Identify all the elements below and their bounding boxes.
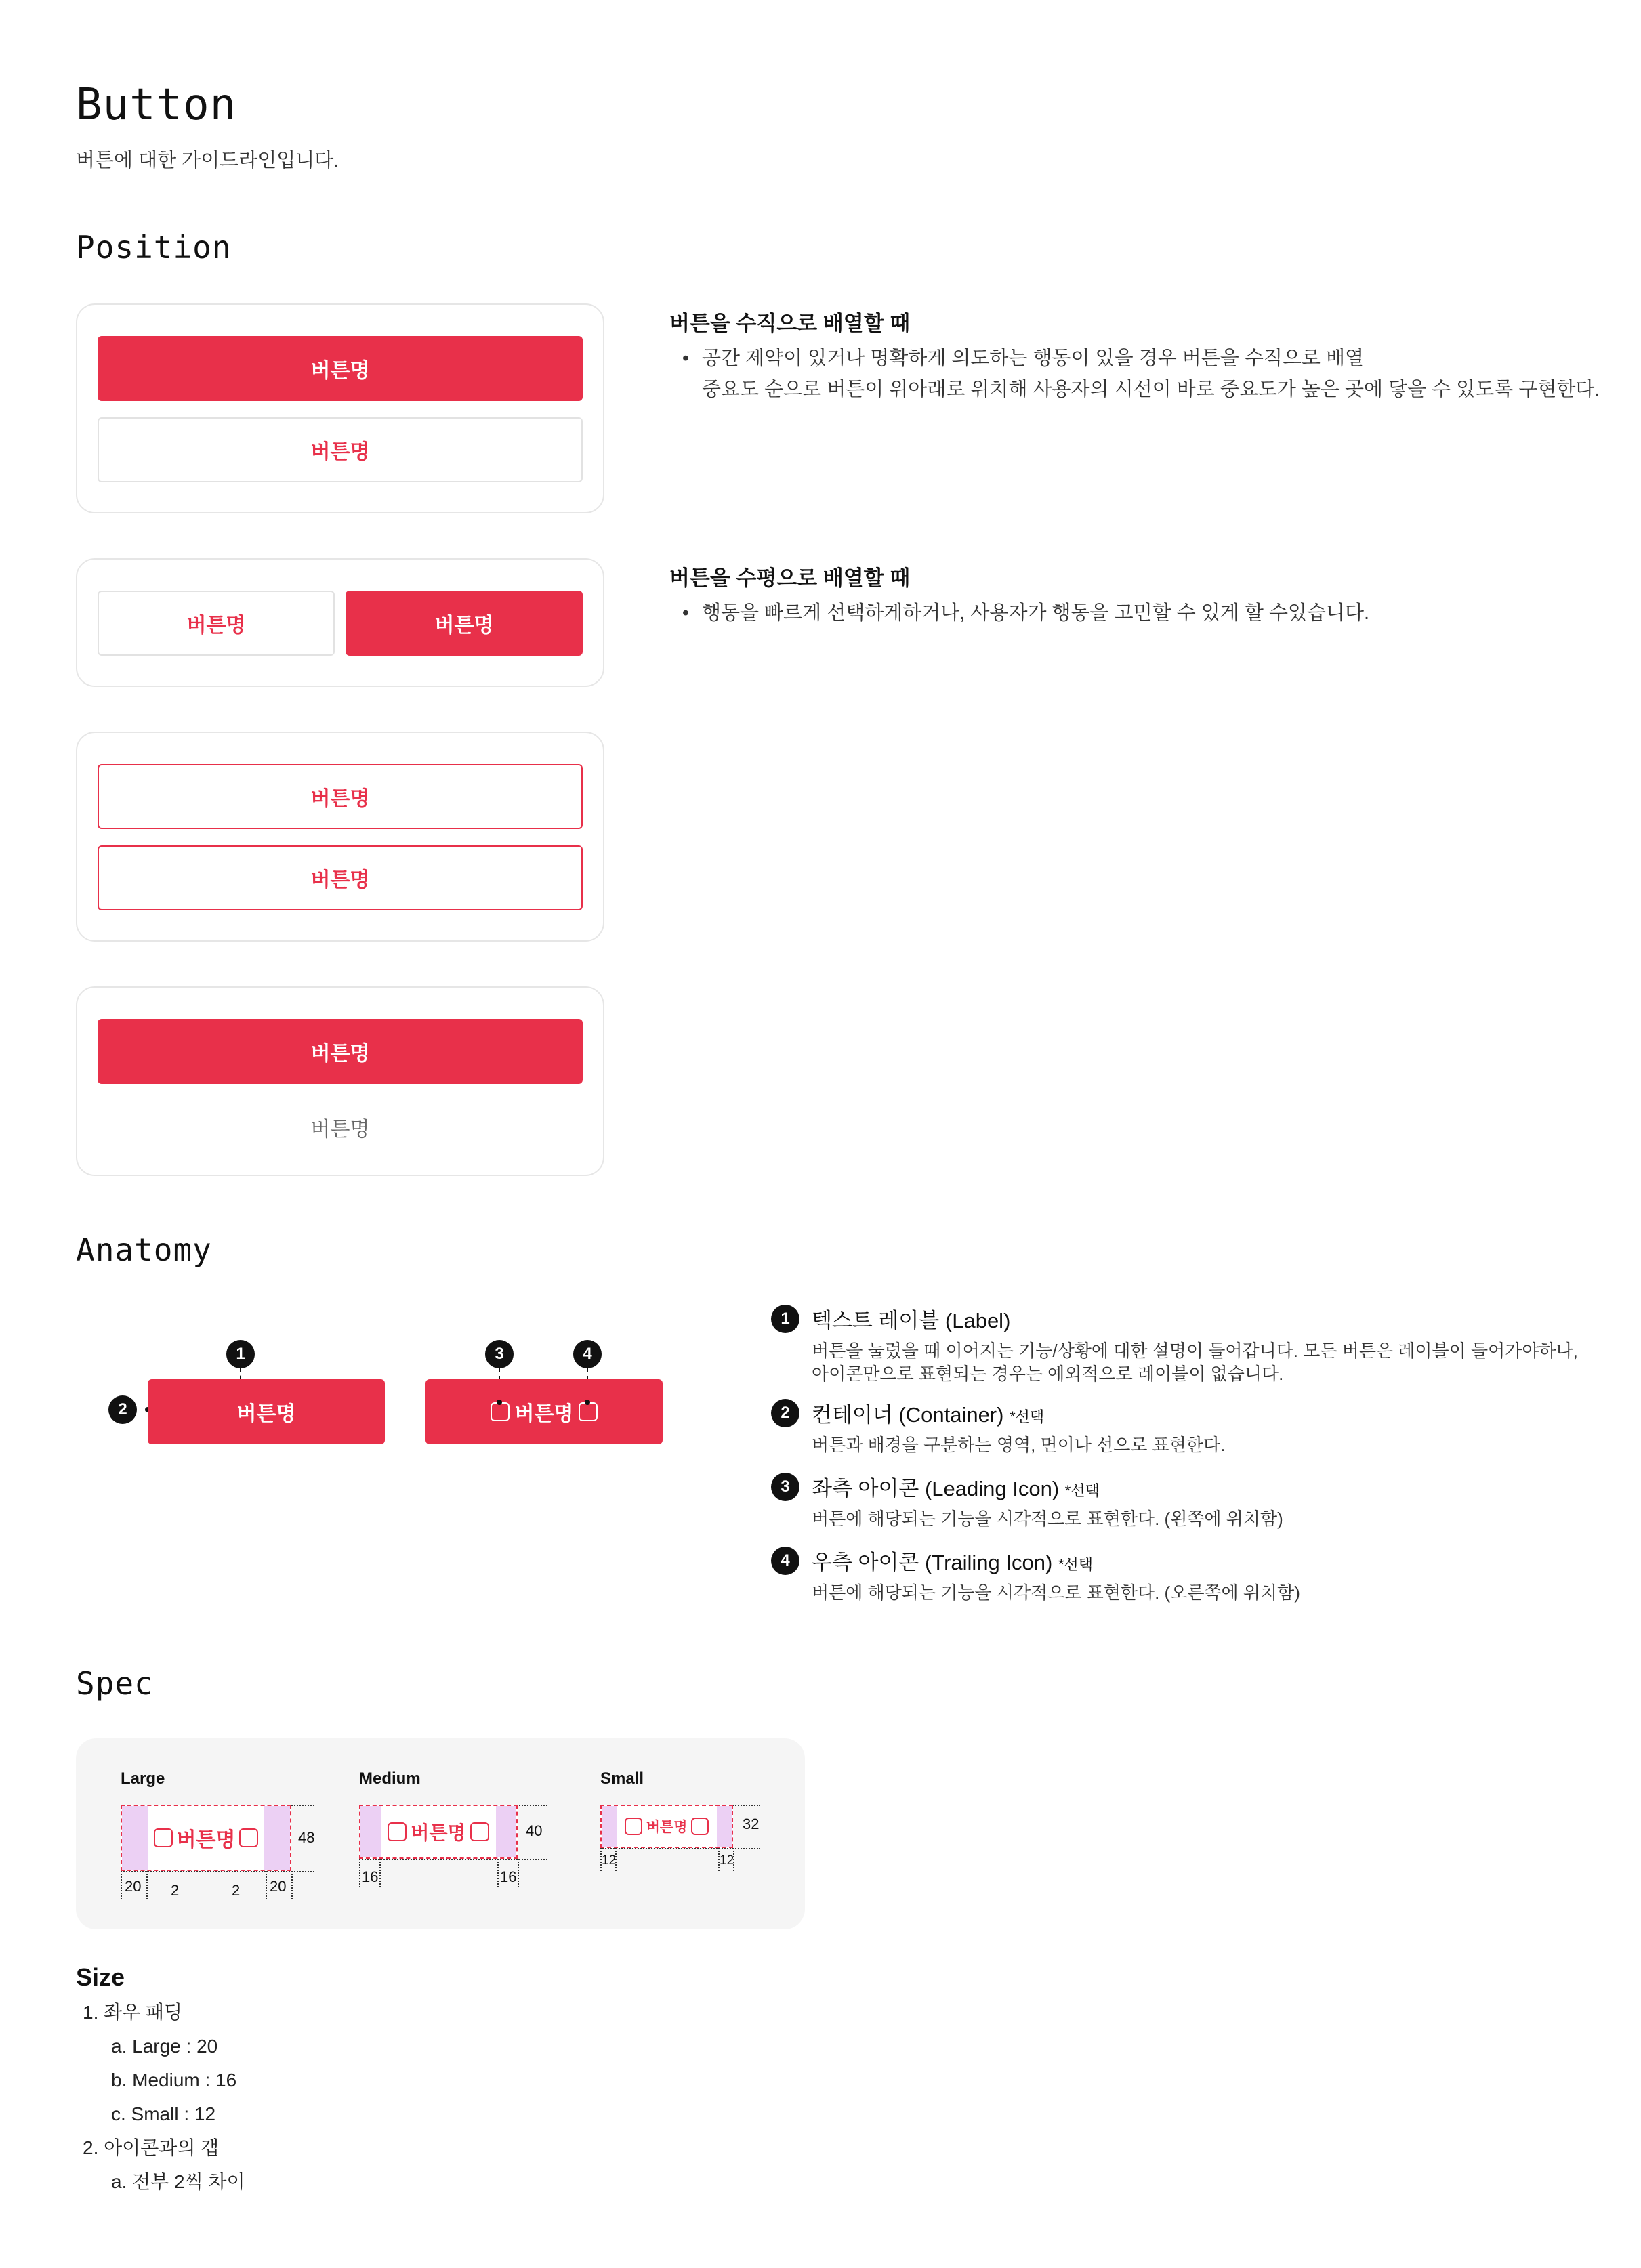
spec-medium-button xyxy=(359,1805,518,1859)
legend-title-text: 우측 아이콘 (Trailing Icon) xyxy=(812,1551,1053,1574)
spec-large-text: 버튼명 xyxy=(176,1829,236,1851)
spec-guide xyxy=(291,1871,293,1899)
anatomy-button-label: 버튼명 xyxy=(514,1403,574,1425)
legend-optional-tag: *선택 xyxy=(1064,1482,1100,1499)
spec-large-pad-right: 20 xyxy=(270,1878,287,1895)
spec-padding-left xyxy=(360,1806,381,1857)
spec-medium-label: Medium xyxy=(359,1769,421,1788)
spec-small-button xyxy=(600,1805,733,1848)
size-list xyxy=(83,1996,245,2199)
vertical-desc-line1: 공간 제약이 있거나 명확하게 의도하는 행동이 있을 경우 버튼을 수직으로 배열 xyxy=(702,348,1365,369)
spec-small-height: 32 xyxy=(743,1815,760,1832)
spec-small-content xyxy=(619,1806,714,1847)
leading-icon xyxy=(491,1402,510,1421)
spec-medium-pad-left: 16 xyxy=(362,1868,379,1885)
spec-padding-left xyxy=(122,1806,148,1870)
anatomy-badge-2: 2 xyxy=(108,1395,137,1424)
horizontal-desc-text: 행동을 빠르게 선택하게하거나, 사용자가 행동을 고민할 수 있게 할 수있습니다. xyxy=(702,602,1370,624)
anatomy-badge-4: 4 xyxy=(573,1340,602,1368)
leading-icon xyxy=(388,1822,407,1841)
size-item: 2. 아이콘과의 갭 xyxy=(83,2137,220,2158)
legend-desc-line1: 버튼과 배경을 구분하는 영역, 면이나 선으로 표현한다. xyxy=(812,1435,1226,1455)
horizontal-desc-bullet: • 행동을 빠르게 선택하게하거나, 사용자가 행동을 고민할 수 있게 할 수있습니다. xyxy=(682,602,1370,624)
trailing-icon xyxy=(470,1822,489,1841)
spec-large-label: Large xyxy=(121,1769,165,1788)
spec-large-gap-left: 2 xyxy=(171,1882,180,1899)
spec-large-pad-left: 20 xyxy=(125,1878,142,1895)
spec-guide xyxy=(518,1859,519,1887)
size-sub-item: a. Large : 20 xyxy=(111,2036,218,2057)
spec-large-button xyxy=(121,1805,291,1871)
spec-large-height: 48 xyxy=(298,1829,315,1846)
spec-padding-right xyxy=(717,1806,732,1847)
spec-guide xyxy=(121,1871,314,1872)
legend-badge: 1 xyxy=(771,1305,799,1333)
trailing-icon xyxy=(691,1818,709,1835)
anatomy-legend-item xyxy=(771,1545,1584,1604)
anatomy-legend-item xyxy=(771,1471,1584,1530)
spec-medium-height: 40 xyxy=(526,1822,543,1839)
size-sub-item: b. Medium : 16 xyxy=(111,2070,237,2091)
anatomy-button-plain[interactable]: 버튼명 xyxy=(148,1379,385,1444)
outline-button[interactable]: 버튼명 xyxy=(98,845,583,910)
primary-button[interactable]: 버튼명 xyxy=(346,591,583,656)
outline-button[interactable]: 버튼명 xyxy=(98,764,583,829)
spec-padding-right xyxy=(496,1806,516,1857)
legend-badge: 4 xyxy=(771,1547,799,1575)
spec-small-pad-left: 12 xyxy=(602,1853,617,1868)
legend-optional-tag: *선택 xyxy=(1058,1556,1094,1573)
legend-title xyxy=(812,1398,1225,1428)
section-title-position: Position xyxy=(76,229,232,266)
legend-badge: 2 xyxy=(771,1399,799,1427)
legend-desc-line2: 아이콘만으로 표현되는 경우는 예외적으로 레이블이 없습니다. xyxy=(812,1364,1284,1384)
spec-small-label: Small xyxy=(600,1769,644,1788)
section-title-anatomy: Anatomy xyxy=(76,1232,212,1268)
legend-title-text: 좌측 아이콘 (Leading Icon) xyxy=(812,1477,1060,1500)
legend-desc-line1: 버튼에 해당되는 기능을 시각적으로 표현한다. (오른쪽에 위치함) xyxy=(812,1582,1300,1603)
legend-title xyxy=(812,1303,1578,1334)
spec-large-gap-right: 2 xyxy=(232,1882,241,1899)
legend-optional-tag: *선택 xyxy=(1010,1408,1045,1425)
anatomy-badge-3: 3 xyxy=(485,1340,514,1368)
legend-title-text: 컨테이너 (Container) xyxy=(812,1403,1004,1427)
trailing-icon xyxy=(579,1402,598,1421)
spec-guide xyxy=(266,1871,267,1899)
leading-icon xyxy=(625,1818,642,1835)
anatomy-point-3 xyxy=(497,1400,502,1405)
spec-medium-pad-right: 16 xyxy=(500,1868,517,1885)
vertical-desc-bullet: • 공간 제약이 있거나 명확하게 의도하는 행동이 있을 경우 버튼을 수직으로 배열 중요도 순으로 버튼이 위아래로 위치해 사용자의 시선이 바로 중요도가 높은 곳에 닿을 수 있도록 구현한다. xyxy=(669,343,1600,405)
spec-panel xyxy=(76,1738,805,1929)
legend-title xyxy=(812,1471,1283,1502)
spec-guide xyxy=(146,1871,148,1899)
legend-title xyxy=(812,1545,1300,1576)
position-card-outline xyxy=(76,732,604,942)
page-subtitle: 버튼에 대한 가이드라인입니다. xyxy=(76,150,339,171)
spec-padding-right xyxy=(264,1806,290,1870)
position-card-horizontal xyxy=(76,558,604,687)
spec-medium-text: 버튼명 xyxy=(411,1822,466,1843)
trailing-icon xyxy=(239,1828,258,1847)
size-item: 1. 좌우 패딩 xyxy=(83,2002,183,2023)
page-title: Button xyxy=(76,80,237,130)
spec-guide xyxy=(379,1859,381,1887)
spec-small-text: 버튼명 xyxy=(646,1820,688,1835)
anatomy-legend-item xyxy=(771,1398,1584,1456)
position-card-vertical xyxy=(76,303,604,513)
legend-badge: 3 xyxy=(771,1473,799,1501)
size-sub-item: c. Small : 12 xyxy=(111,2103,216,2124)
position-card-text xyxy=(76,986,604,1176)
secondary-button[interactable]: 버튼명 xyxy=(98,591,335,656)
primary-button[interactable]: 버튼명 xyxy=(98,1019,583,1084)
spec-guide xyxy=(121,1871,122,1899)
anatomy-button-icons[interactable] xyxy=(425,1379,663,1444)
anatomy-legend xyxy=(771,1303,1584,1604)
size-sub-item: a. 전부 2씩 차이 xyxy=(111,2171,245,2192)
legend-desc-line1: 버튼을 눌렀을 때 이어지는 기능/상황에 대한 설명이 들어갑니다. 모든 버튼은 레이블이 들어가야하나, xyxy=(812,1341,1578,1361)
spec-padding-left xyxy=(602,1806,617,1847)
horizontal-desc-title: 버튼을 수평으로 배열할 때 xyxy=(669,566,911,590)
anatomy-legend-item xyxy=(771,1303,1584,1385)
size-title: Size xyxy=(76,1963,125,1991)
anatomy-point-4 xyxy=(585,1400,590,1405)
spec-guide xyxy=(359,1859,547,1860)
anatomy-badge-1: 1 xyxy=(226,1340,255,1368)
leading-icon xyxy=(154,1828,173,1847)
spec-medium-content xyxy=(383,1806,493,1857)
vertical-desc-line2: 중요도 순으로 버튼이 위아래로 위치해 사용자의 시선이 바로 중요도가 높은 곳에 닿을 수 있도록 구현한다. xyxy=(702,379,1600,400)
spec-small-pad-right: 12 xyxy=(720,1853,734,1868)
spec-guide xyxy=(497,1859,499,1887)
vertical-desc-title: 버튼을 수직으로 배열할 때 xyxy=(669,312,911,335)
secondary-button[interactable]: 버튼명 xyxy=(98,417,583,482)
legend-desc-line1: 버튼에 해당되는 기능을 시각적으로 표현한다. (왼쪽에 위치함) xyxy=(812,1509,1283,1529)
spec-guide xyxy=(359,1859,360,1887)
spec-large-content xyxy=(152,1806,260,1870)
legend-title-text: 텍스트 레이블 (Label) xyxy=(812,1309,1011,1332)
primary-button[interactable]: 버튼명 xyxy=(98,336,583,401)
spec-guide xyxy=(600,1848,760,1849)
text-button[interactable]: 버튼명 xyxy=(310,1118,370,1141)
section-title-spec: Spec xyxy=(76,1665,154,1702)
